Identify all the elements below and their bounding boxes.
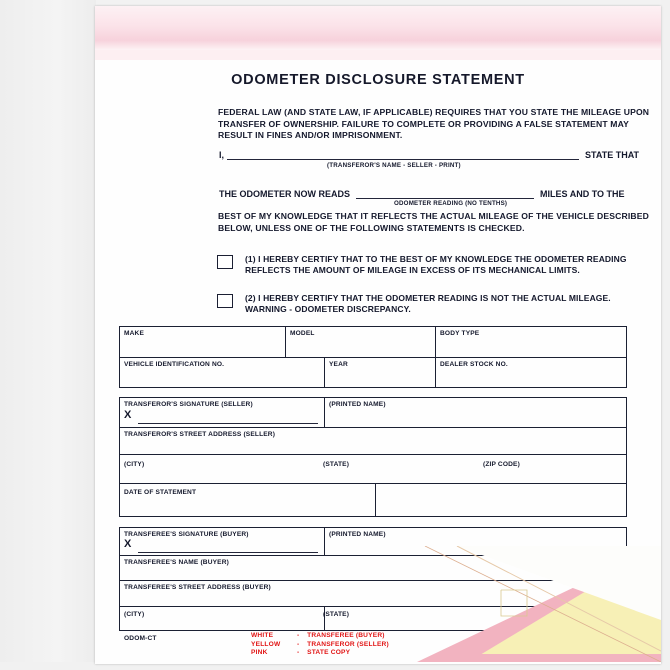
checkbox-statement-1[interactable] xyxy=(217,255,233,269)
i-prefix-label: I, xyxy=(219,150,225,160)
label-transferee-signature: TRANSFEREE'S SIGNATURE (BUYER) xyxy=(124,531,249,538)
transferor-signature-x-mark: X xyxy=(124,409,132,421)
label-transferee-name: TRANSFEREE'S NAME (BUYER) xyxy=(124,559,229,566)
transferor-div-city-bottom xyxy=(119,483,627,484)
transferor-div-sig-bottom xyxy=(119,427,627,428)
page-background-left xyxy=(0,0,96,670)
transferee-div-state xyxy=(324,606,325,631)
statement-2-warning: WARNING - ODOMETER DISCREPANCY. xyxy=(245,304,411,315)
transferor-div-printed-name xyxy=(324,397,325,427)
state-that-label: STATE THAT xyxy=(585,150,640,160)
transferee-div-printed-name xyxy=(324,527,325,555)
legend-dash-white: - xyxy=(297,632,300,639)
checkbox-statement-2[interactable] xyxy=(217,294,233,308)
legend-dash-yellow: - xyxy=(297,640,300,648)
label-model: MODEL xyxy=(290,330,315,337)
statement-2-part-b: THE ACTUAL MILEAGE. xyxy=(511,293,611,303)
odometer-reads-prefix-label: THE ODOMETER NOW READS xyxy=(219,189,351,199)
transferee-signature-x-mark: X xyxy=(124,538,132,550)
copy-color-legend xyxy=(251,632,389,658)
statement-2-text xyxy=(245,293,649,316)
transferor-table xyxy=(119,397,627,517)
label-transferor-state: (STATE) xyxy=(323,461,350,468)
label-transferor-city: (CITY) xyxy=(124,461,145,468)
label-year: YEAR xyxy=(329,361,348,368)
transferor-name-hint: (TRANSFEROR'S NAME - SELLER - PRINT) xyxy=(327,162,461,169)
transferee-signature-input[interactable] xyxy=(138,552,318,553)
label-body-type: BODY TYPE xyxy=(440,330,480,337)
legal-notice-paragraph: FEDERAL LAW (AND STATE LAW, IF APPLICABLE) REQUIRES THAT YOU STATE THE MILEAGE UPON TRANSFER OF OWNERSHIP. FAILURE TO COMPLETE OR PROVIDING A FALSE STATEMENT MAY RESULT IN FINES AND/OR IMPRISONMENT. xyxy=(218,107,650,141)
statement-2-part-a: (2) I HEREBY CERTIFY THAT THE ODOMETER READING IS xyxy=(245,293,489,303)
label-transferor-signature: TRANSFEROR'S SIGNATURE (SELLER) xyxy=(124,401,253,408)
odometer-reading-hint: ODOMETER READING (NO TENTHS) xyxy=(394,200,508,207)
label-transferor-zip: (ZIP CODE) xyxy=(483,461,520,468)
label-dealer-stock: DEALER STOCK NO. xyxy=(440,361,508,368)
transferor-div-date xyxy=(375,483,376,517)
legend-who-white: TRANSFEREE (BUYER) xyxy=(307,632,385,639)
transferor-div-address-bottom xyxy=(119,454,627,455)
legend-who-yellow: TRANSFEROR (SELLER) xyxy=(307,640,389,648)
odometer-reading-input[interactable] xyxy=(356,188,534,199)
vehicle-table-div-3 xyxy=(324,357,325,388)
carbon-copy-corner-fold xyxy=(417,546,661,662)
top-pink-carbon-band xyxy=(95,6,661,50)
label-make: MAKE xyxy=(124,330,145,337)
legend-color-white: WHITE xyxy=(251,632,274,639)
vehicle-table-div-1 xyxy=(285,326,286,357)
label-transferee-state: (STATE) xyxy=(323,611,350,618)
legend-color-pink: PINK xyxy=(251,649,268,657)
label-transferor-printed-name: (PRINTED NAME) xyxy=(329,401,386,408)
carbon-fold-outline xyxy=(417,546,661,662)
label-date-of-statement: DATE OF STATEMENT xyxy=(124,489,197,496)
statement-1-text: (1) I HEREBY CERTIFY THAT TO THE BEST OF MY KNOWLEDGE THE ODOMETER READING REFLECTS THE AMOUNT OF MILEAGE IN EXCESS OF ITS MECHANICAL LIMITS. xyxy=(245,254,627,276)
statement-2-not-emphasis: NOT xyxy=(490,293,510,303)
transferor-signature-input[interactable] xyxy=(138,423,318,424)
page-background-gradient xyxy=(0,0,96,670)
legend-who-pink: STATE COPY xyxy=(307,649,351,657)
top-pink-carbon-fade xyxy=(95,50,661,60)
legend-row-white xyxy=(251,632,389,641)
label-transferor-street: TRANSFEROR'S STREET ADDRESS (SELLER) xyxy=(124,431,276,438)
label-transferee-printed-name: (PRINTED NAME) xyxy=(329,531,386,538)
odometer-reading-row xyxy=(219,188,655,199)
legend-row-yellow xyxy=(251,641,389,650)
legend-dash-pink: - xyxy=(297,649,300,657)
form-code-label: ODOM-CT xyxy=(124,635,157,642)
label-transferee-street: TRANSFEREE'S STREET ADDRESS (BUYER) xyxy=(124,584,271,591)
label-transferee-city: (CITY) xyxy=(124,611,145,618)
page-title: ODOMETER DISCLOSURE STATEMENT xyxy=(231,72,525,88)
odometer-reads-suffix-label: MILES AND TO THE xyxy=(540,189,625,199)
best-knowledge-paragraph: BEST OF MY KNOWLEDGE THAT IT REFLECTS THE ACTUAL MILEAGE OF THE VEHICLE DESCRIBED BELOW, UNLESS ONE OF THE FOLLOWING STATEMENTS IS CHECKED. xyxy=(218,211,650,233)
transferor-name-input[interactable] xyxy=(227,149,579,160)
legend-row-pink xyxy=(251,649,389,658)
vehicle-table-div-2 xyxy=(435,326,436,388)
page-background-right xyxy=(661,0,670,670)
vehicle-table-row-divider xyxy=(119,357,627,358)
label-vin: VEHICLE IDENTIFICATION NO. xyxy=(124,361,225,368)
legend-color-yellow: YELLOW xyxy=(251,640,281,648)
transferor-name-row xyxy=(219,149,655,160)
